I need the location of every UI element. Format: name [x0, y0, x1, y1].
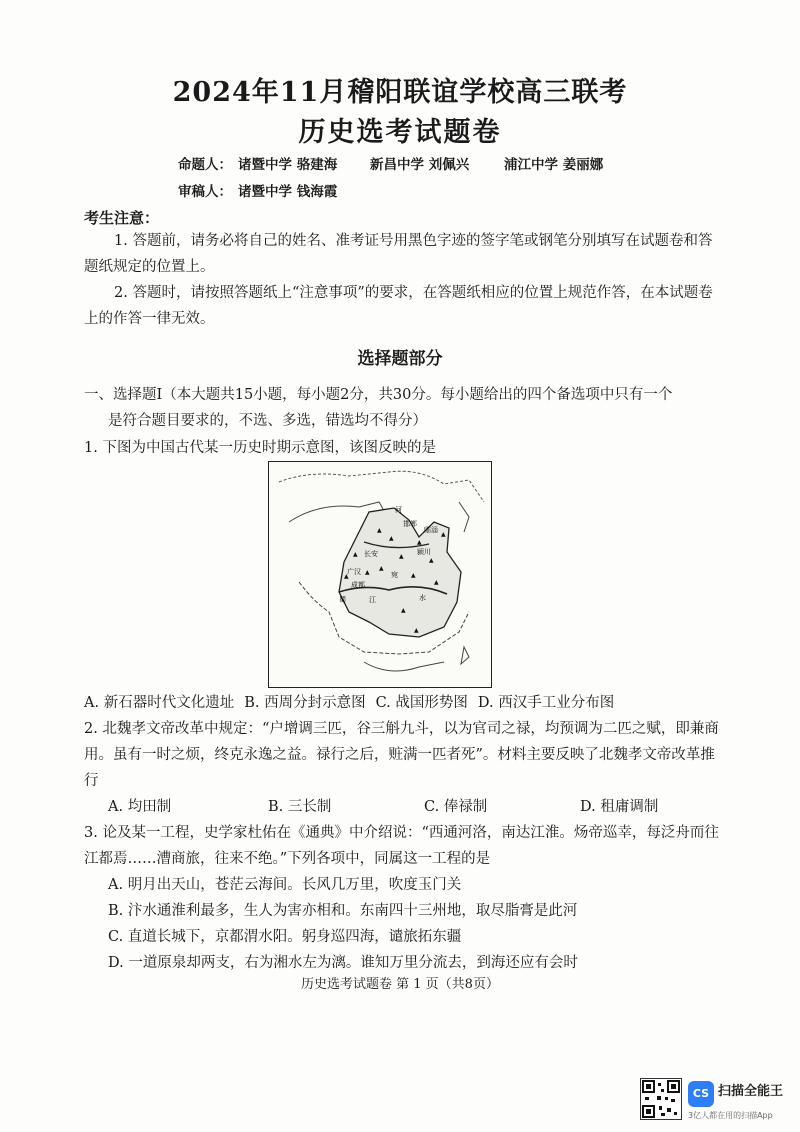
map-label-shui: 水 [419, 594, 426, 602]
page-footer: 历史选考试题卷 第 1 页（共8页） [301, 977, 499, 992]
china-map-figure [269, 462, 491, 687]
q2-options [84, 794, 720, 820]
q3-stem: 3. 论及某一工程，史学家杜佑在《通典》中介绍说：“西通河洛，南达江淮。炀帝巡幸，每泛舟而往江都焉……漕商旅，往来不绝。”下列各项中，同属这一工程的是 [84, 825, 719, 867]
svg-text:▲: ▲ [411, 572, 416, 579]
svg-text:▲: ▲ [365, 569, 370, 576]
history-map [268, 461, 492, 688]
svg-text:▲: ▲ [417, 539, 422, 546]
author-3: 浦江中学 姜丽娜 [504, 157, 604, 173]
map-label-handan: 邯郸 [403, 520, 417, 528]
map-label-he: 河 [395, 506, 402, 514]
map-label-linzi: 临淄 [424, 526, 438, 534]
camscanner-tagline: 3亿人都在用的扫描App [688, 1111, 773, 1120]
reviewer-label: 审稿人： [178, 184, 232, 200]
camscanner-name: 扫描全能王 [718, 1084, 784, 1099]
q1-option-c: C. 战国形势图 [375, 695, 468, 711]
q2-option-b: B. 三长制 [268, 799, 332, 815]
q3-option-c: C. 直道长城下，京都渭水阳。躬身巡四海，谴旅拓东疆 [108, 929, 462, 945]
q1-options [84, 690, 720, 716]
map-label-yingchuan: 颍川 [417, 548, 431, 556]
author-2: 新昌中学 刘佩兴 [370, 157, 470, 173]
part1-heading: 一、选择题Ⅰ（本大题共15小题，每小题2分，共30分。每小题给出的四个备选项中只有一个 是符合题目要求的，不选、多选，错选均不得分） [84, 387, 673, 429]
svg-text:▲: ▲ [401, 607, 406, 614]
svg-text:▲: ▲ [389, 535, 394, 542]
map-label-wan: 宛 [391, 571, 398, 579]
exam-title: 2024年11月稽阳联谊学校高三联考 [172, 77, 628, 108]
svg-text:▲: ▲ [379, 565, 384, 572]
q3-options [84, 872, 720, 976]
notice-item-1: 1. 答题前，请务必将自己的姓名、准考证号用黑色字迹的签字笔或钢笔分别填写在试题卷和答题纸规定的位置上。 [84, 233, 713, 275]
svg-text:▲: ▲ [353, 551, 358, 558]
map-label-changan: 长安 [364, 550, 378, 558]
q1-option-b: B. 西周分封示意图 [244, 695, 366, 711]
q3-option-b: B. 汴水通淮利最多，生人为害亦相和。东南四十三州地，取尽脂膏是此河 [108, 903, 578, 919]
notice-item-2: 2. 答题时，请按照答题纸上“注意事项”的要求，在答题纸相应的位置上规范作答，在本试题卷上的作答一律无效。 [84, 285, 713, 327]
q2-stem: 2. 北魏孝文帝改革中规定：“户增调三匹，谷三斛九斗，以为官司之禄，均预调为二匹之赋，即兼商用。虽有一时之烦，终克永逸之益。禄行之后，赃满一匹者死”。材料主要反映了北魏孝文帝改革推行 [84, 721, 719, 789]
svg-text:▲: ▲ [441, 531, 446, 538]
map-label-guanghan: 广汉 [347, 568, 361, 576]
reviewer: 诸暨中学 钱海霞 [238, 184, 338, 200]
map-label-chengdu: 成都 [351, 581, 365, 589]
camscanner-logo-icon: CS [688, 1081, 714, 1107]
q3-option-d: D. 一道原泉却两支，右为湘水左为漓。谁知万里分流去，到海还应有会时 [108, 955, 578, 971]
q2-option-d: D. 租庸调制 [580, 799, 659, 815]
map-label-jiang: 江 [369, 596, 376, 604]
q1-option-d: D. 西汉手工业分布图 [477, 695, 615, 711]
svg-text:▲: ▲ [429, 557, 434, 564]
q2-option-a: A. 均田制 [108, 799, 172, 815]
author-1: 诸暨中学 骆建海 [238, 157, 338, 173]
notice-body [84, 228, 724, 332]
q1-option-a: A. 新石器时代文化遗址 [84, 695, 235, 711]
qr-code [640, 1078, 682, 1120]
map-label-shu: 蜀 [339, 596, 346, 604]
q1-stem: 1. 下图为中国古代某一历史时期示意图，该图反映的是 [84, 440, 436, 456]
notice-heading: 考生注意： [84, 209, 160, 227]
q2-option-c: C. 俸禄制 [424, 799, 488, 815]
svg-text:▲: ▲ [414, 627, 419, 634]
section-title: 选择题部分 [357, 349, 443, 369]
svg-text:▲: ▲ [399, 553, 404, 560]
svg-text:▲: ▲ [377, 527, 382, 534]
authors-label: 命题人： [178, 157, 232, 173]
q3-option-a: A. 明月出天山，苍茫云海间。长风几万里，吹度玉门关 [108, 877, 462, 893]
exam-subtitle: 历史选考试题卷 [298, 117, 502, 148]
svg-text:▲: ▲ [434, 579, 439, 586]
svg-text:▲: ▲ [344, 573, 349, 580]
